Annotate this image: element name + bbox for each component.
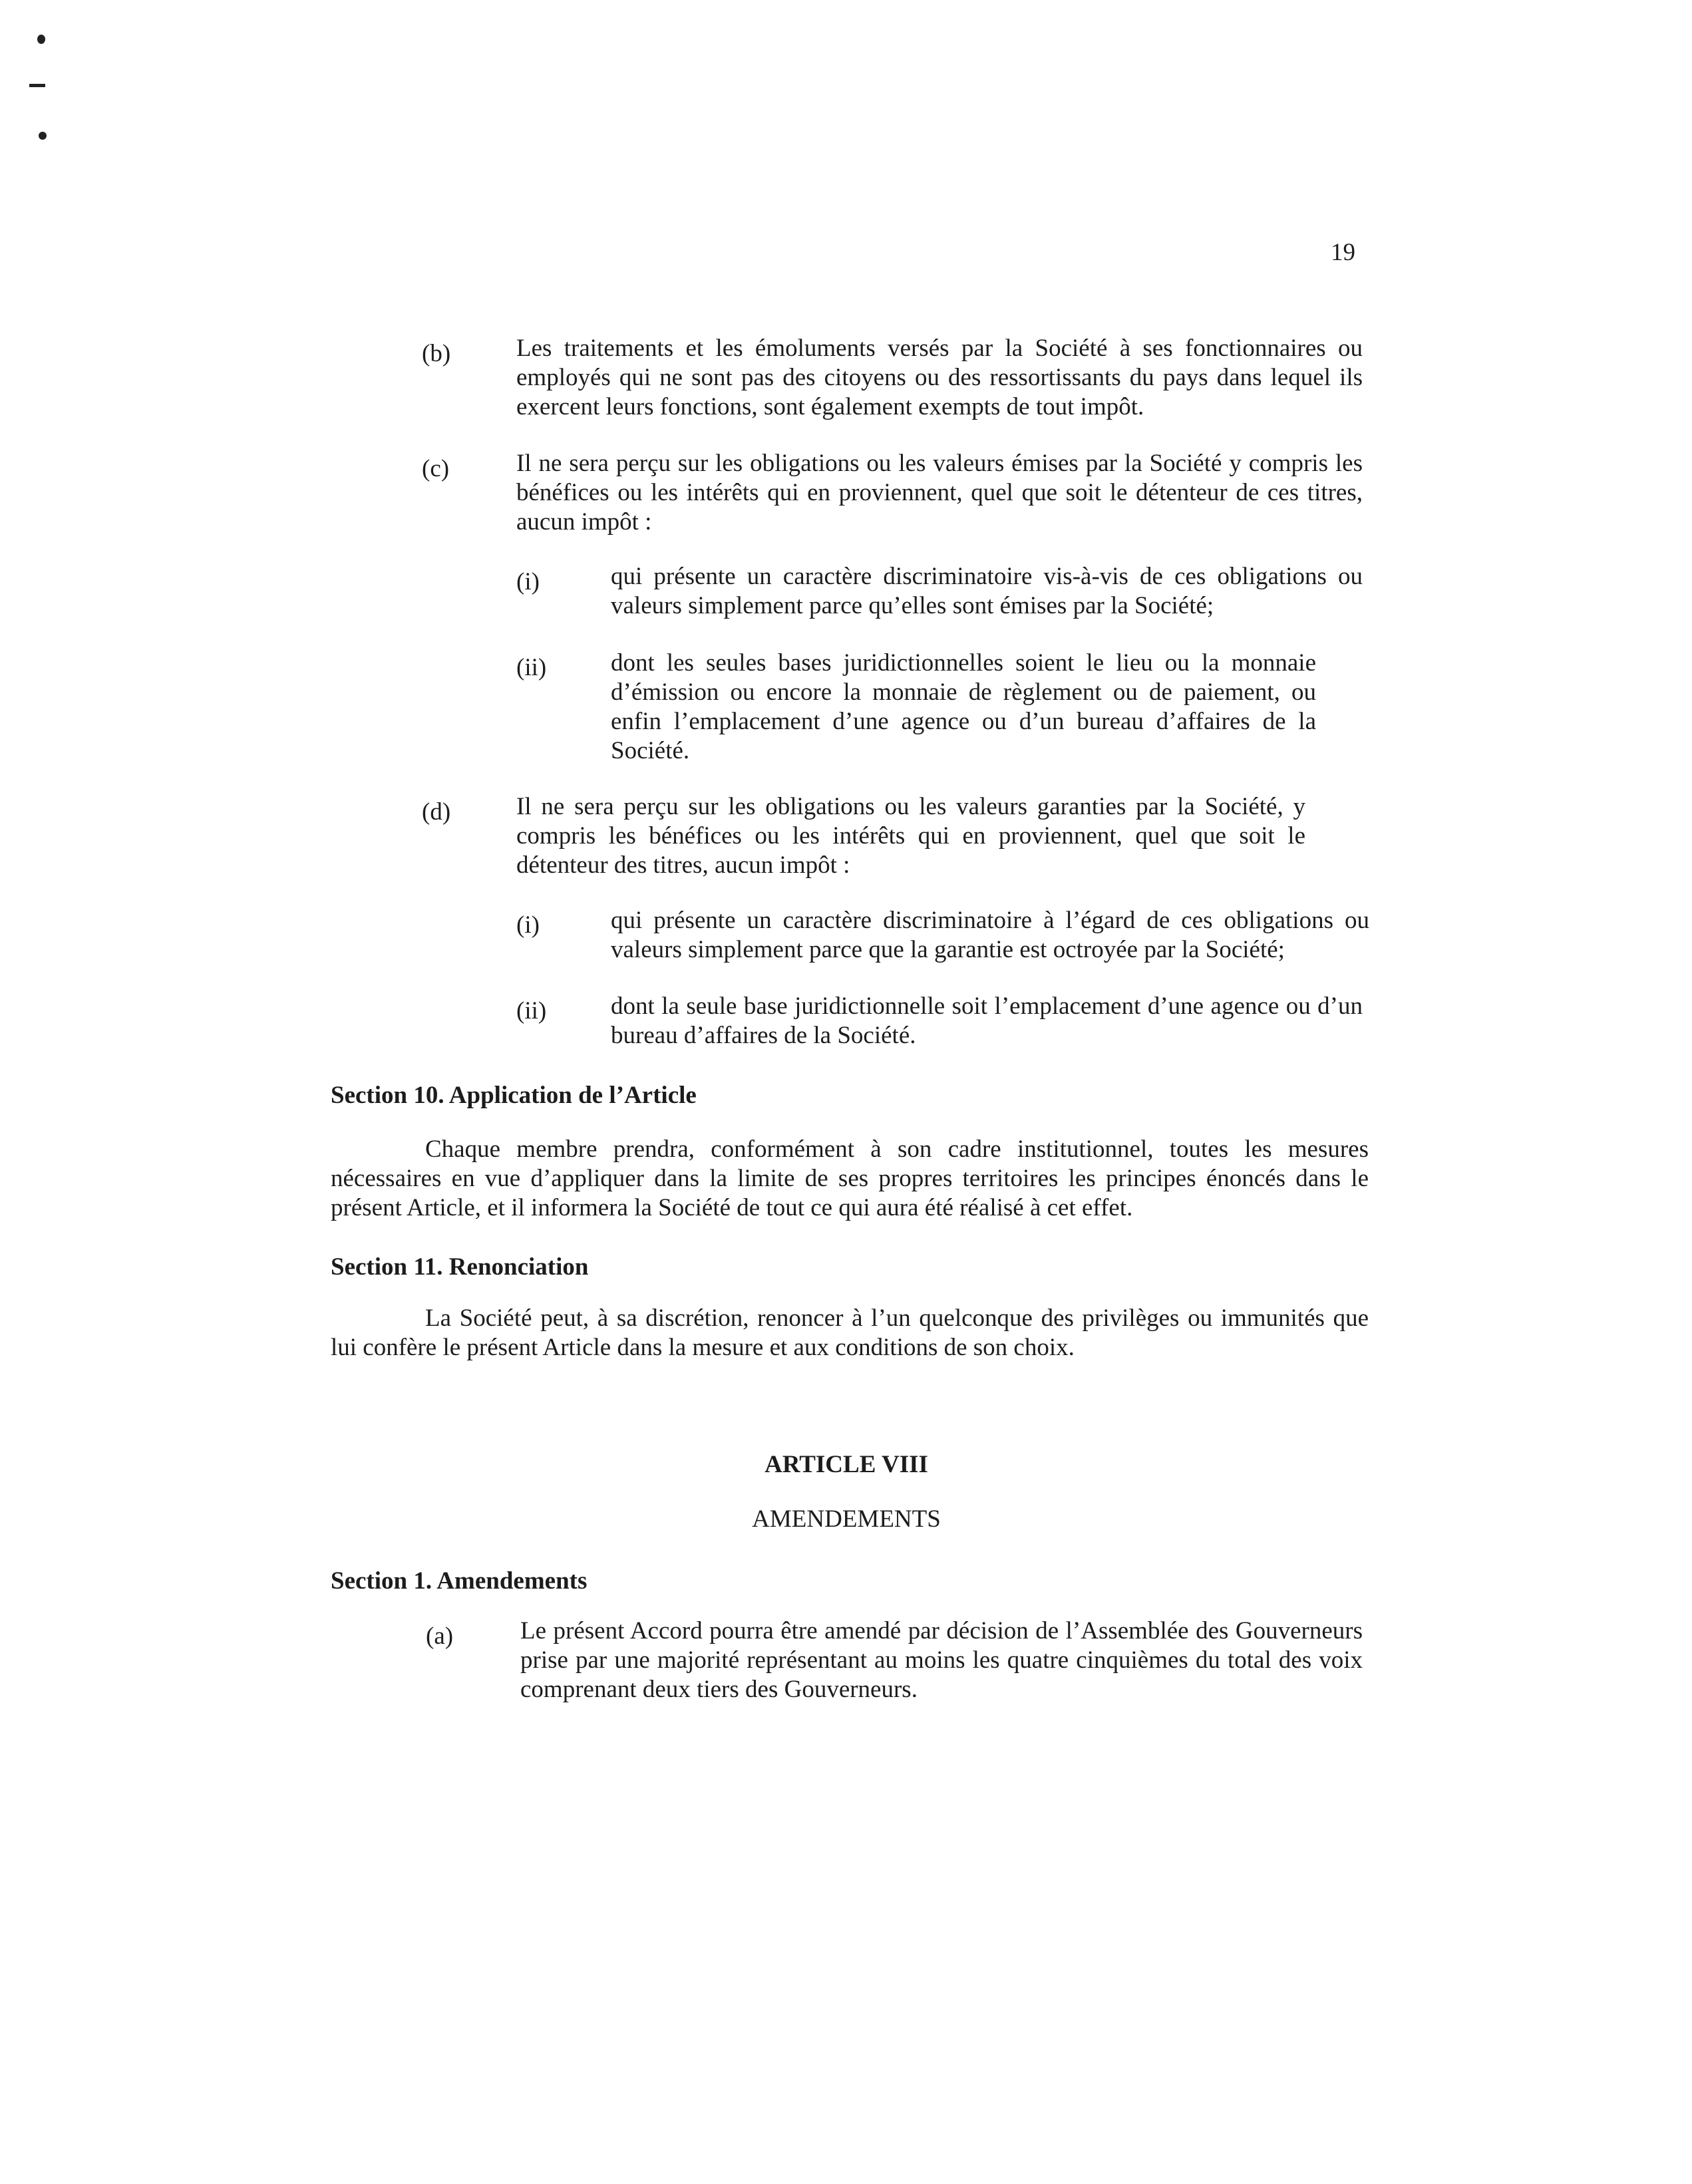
article-subtitle: AMENDEMENTS: [752, 1505, 941, 1533]
item-d-ii-text: dont la seule base juridictionnelle soit l’emplacement d’une agence ou d’un bureau d’affaires de la Société.: [611, 993, 1363, 1049]
section-10-heading: Section 10. Application de l’Article: [331, 1082, 697, 1109]
item-c-text: Il ne sera perçu sur les obligations ou les valeurs émises par la Société y compris les bénéfices ou les intérêts qui en proviennent, quel que soit le détenteur de ces titres, aucun impôt :: [516, 450, 1363, 536]
section-1-heading: Section 1. Amendements: [331, 1567, 588, 1595]
item-c-ii-label: (ii): [516, 654, 547, 681]
item-c-i-label: (i): [516, 568, 540, 595]
item-b-text: Les traitements et les émoluments versés par la Société à ses fonctionnaires ou employés qui ne sont pas des citoyens ou des ressortissants du pays dans lequel ils exercent leurs fonctions, sont également exempts de tout impôt.: [516, 335, 1363, 420]
scan-punch-mark: [29, 84, 45, 87]
scan-punch-mark: [39, 132, 47, 140]
item-c-ii-text: dont les seules bases juridictionnelles soient le lieu ou la monnaie d’émission ou encore la monnaie de règlement ou de paiement, ou enfin l’emplacement d’une agence ou d’un bureau d’affaires de la Société.: [611, 649, 1316, 764]
item-c-label: (c): [422, 455, 450, 482]
section-1-a-label: (a): [426, 1623, 454, 1650]
item-d-text: Il ne sera perçu sur les obligations ou les valeurs garanties par la Société, y compris les bénéfices ou les intérêts qui en proviennent, quel que soit le détenteur des titres, aucun impôt :: [516, 793, 1305, 879]
item-d-label: (d): [422, 798, 451, 826]
scan-punch-mark: [37, 35, 45, 44]
section-1-a-text: Le présent Accord pourra être amendé par décision de l’Assemblée des Gouverneurs prise par une majorité représentant au moins les quatre cinquièmes du total des voix comprenant deux tiers des Gouverneurs.: [520, 1617, 1363, 1703]
item-d-ii-label: (ii): [516, 997, 547, 1024]
page-number: 19: [1331, 239, 1355, 266]
item-d-i-label: (i): [516, 911, 540, 939]
section-10-text: Chaque membre prendra, conformément à son cadre institutionnel, toutes les mesures nécessaires en vue d’appliquer dans la limite de ses propres territoires les principes énoncés dans le présent Article, et il informera la Société de tout ce qui aura été réalisé à cet effet.: [331, 1136, 1369, 1221]
article-title: ARTICLE VIII: [764, 1451, 928, 1478]
section-11-heading: Section 11. Renonciation: [331, 1253, 589, 1281]
section-11-text: La Société peut, à sa discrétion, renoncer à l’un quelconque des privilèges ou immunités que lui confère le présent Article dans la mesure et aux conditions de son choix.: [331, 1305, 1369, 1361]
item-d-i-text: qui présente un caractère discriminatoire à l’égard de ces obligations ou valeurs simplement parce que la garantie est octroyée par la Société;: [611, 907, 1369, 963]
item-b-label: (b): [422, 340, 451, 367]
item-c-i-text: qui présente un caractère discriminatoire vis-à-vis de ces obligations ou valeurs simplement parce qu’elles sont émises par la Société;: [611, 563, 1363, 619]
